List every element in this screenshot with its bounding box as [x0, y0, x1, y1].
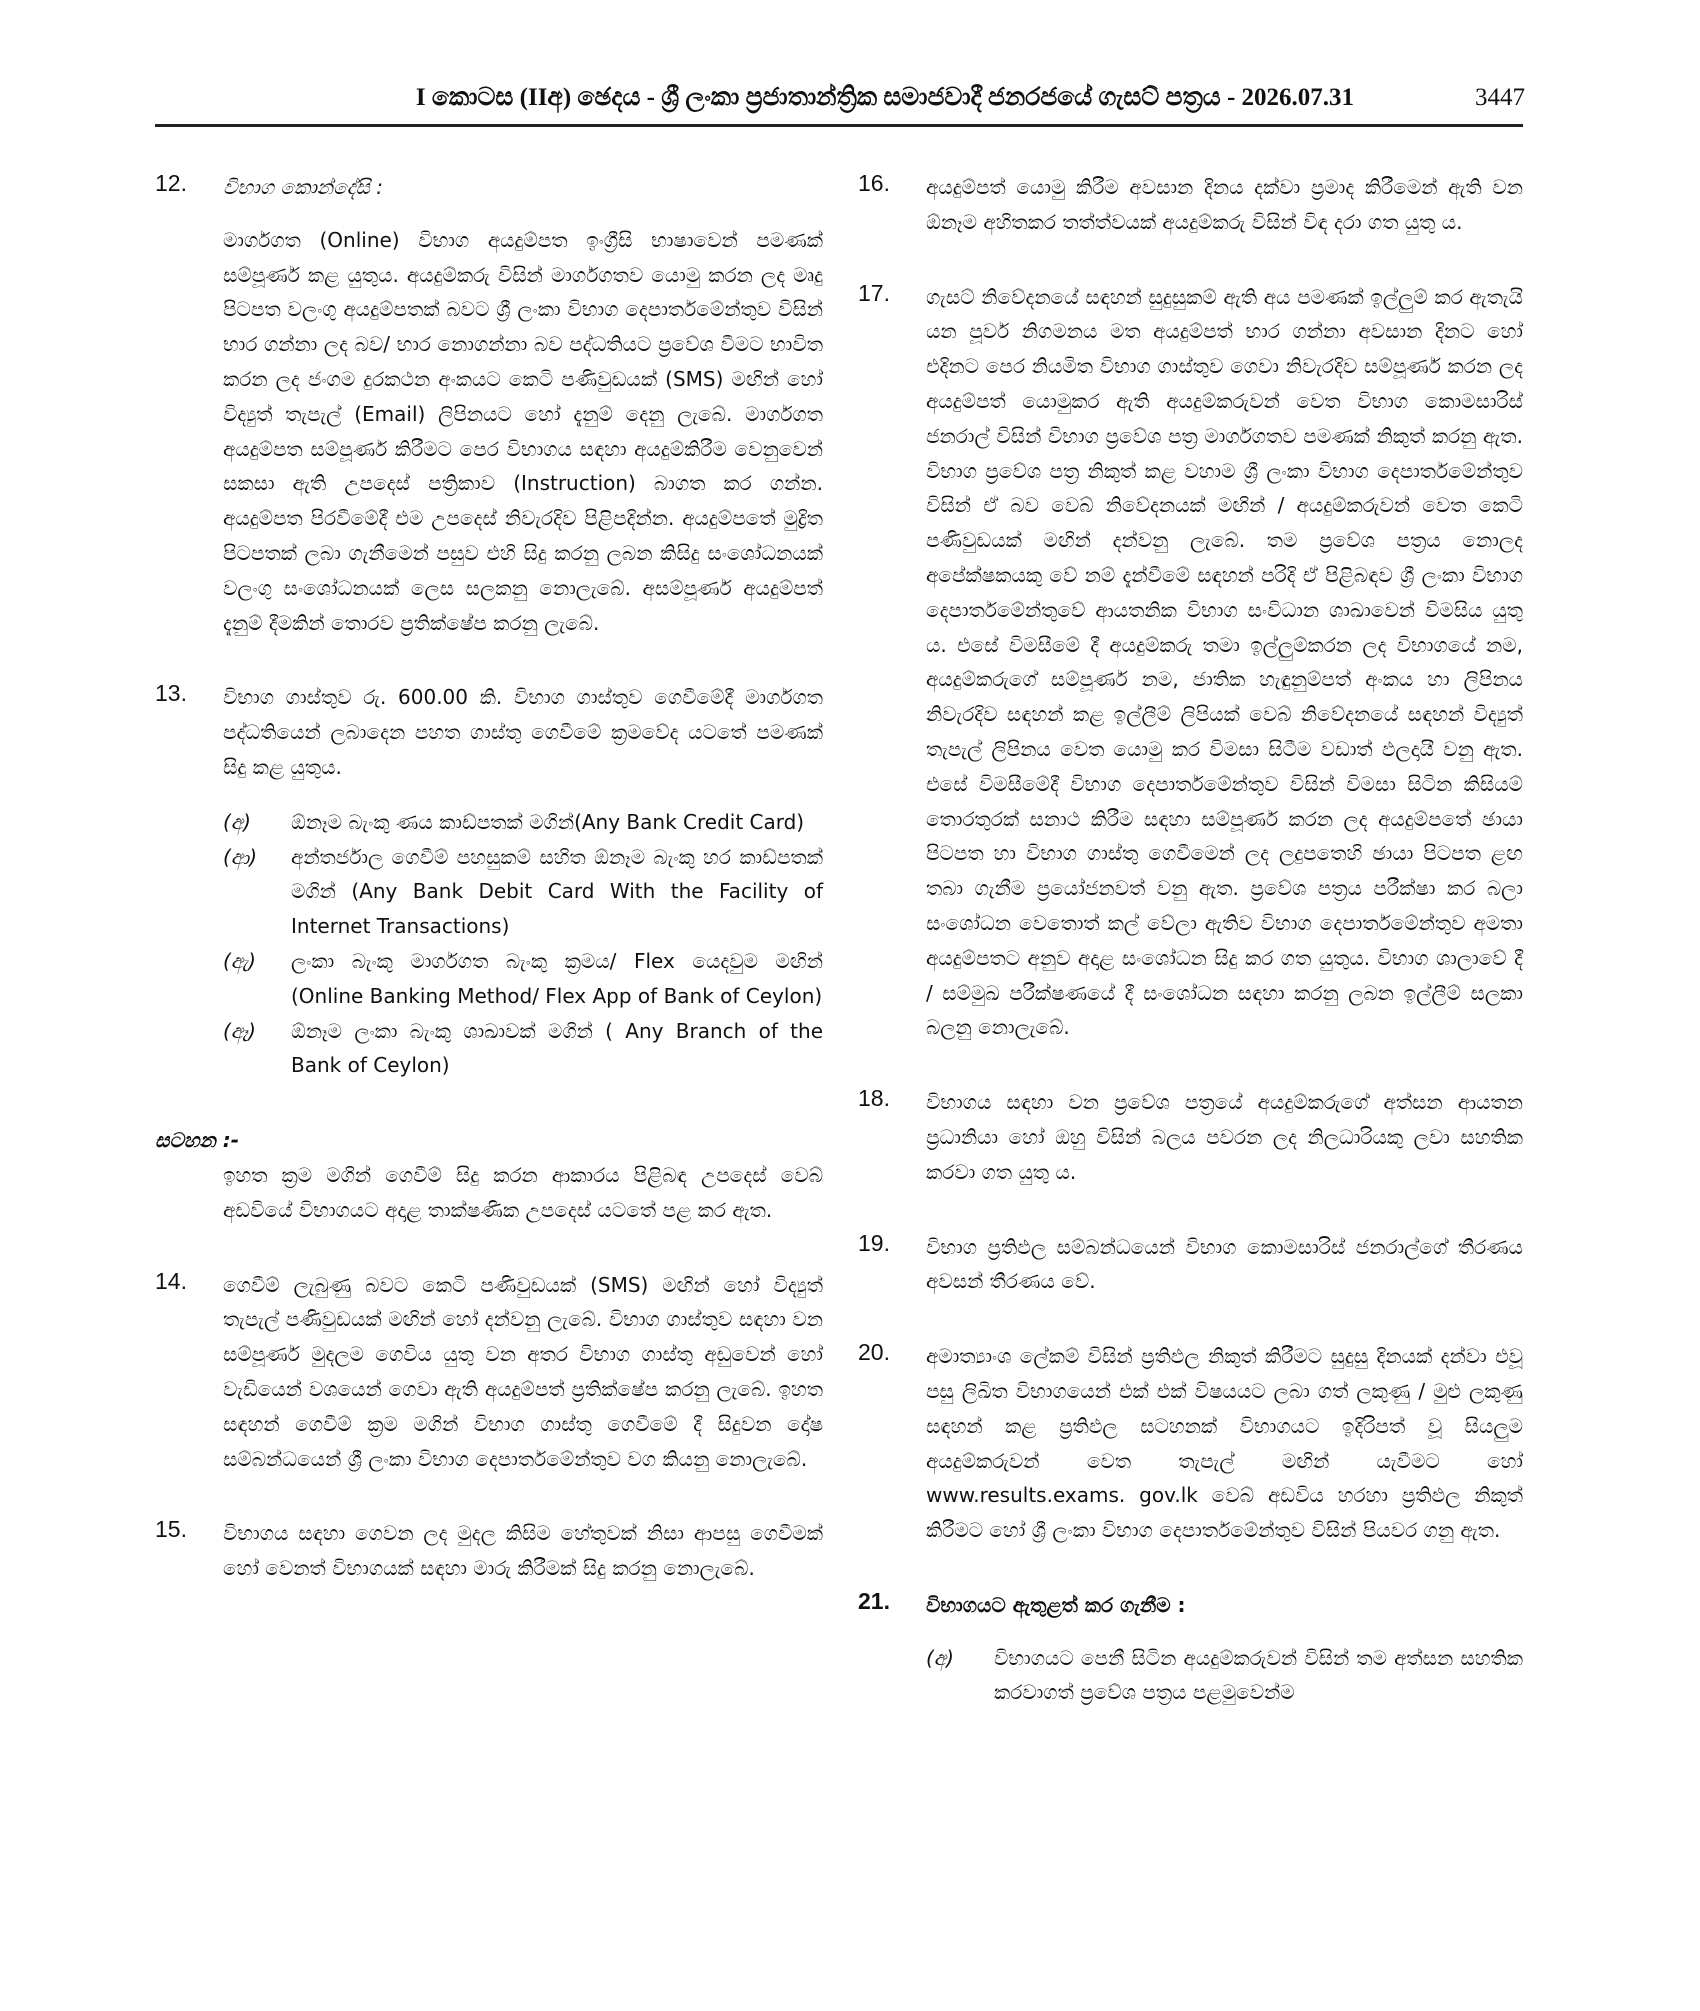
- section-17: [858, 280, 1523, 1046]
- option-text: ඕනෑම ලංකා බැංකු ශාඛාවක් මගින් ( Any Branch of the Bank of Ceylon): [291, 1018, 823, 1078]
- section-text: විභාගය සඳහා ගෙවන ලද මුදල කිසිම හේතුවක් නිසා ආපසු ගෙවීමක් හෝ වෙනත් විභාගයක් සඳහා මාරු කිරීමක් සිදු කරනු නොලැබේ.: [223, 1521, 823, 1581]
- page-header-title: I කොටස (IIඅ) ඡෙදය - ශ්‍රී ලංකා ප්‍රජාතාන්ත්‍රික සමාජවාදී ජනරජයේ ගැසට් පත්‍රය - 2026.07.31: [415, 84, 1355, 111]
- payment-option: [223, 840, 823, 944]
- left-column: [155, 170, 823, 1626]
- section-heading: විභාග කොන්දේසි :: [223, 175, 384, 199]
- section-heading: විභාගයට ඇතුළත් කර ගැනීම :: [926, 1592, 1186, 1617]
- section-15: [155, 1516, 823, 1586]
- section-number: 21.: [858, 1587, 890, 1614]
- page-number: 3447: [1475, 84, 1525, 111]
- payment-option: [223, 805, 823, 840]
- option-text: ඕනෑම බැංකු ණය කාඩ්පතක් මගින්(Any Bank Credit Card): [291, 809, 805, 834]
- section-19: [858, 1230, 1523, 1300]
- section-number: 13.: [155, 680, 187, 707]
- note-block: [155, 1123, 823, 1227]
- section-number: 17.: [858, 279, 890, 306]
- section-20: [858, 1339, 1523, 1548]
- section-text: ගෙවීම් ලැබුණු බවට කෙටි පණිවුඩයක් (SMS) මඟින් හෝ විද්‍යුත් තැපැල් පණිවුඩයක් මඟින් හෝ දන්වනු ලැබේ. විභාග ගාස්තුව සඳහා වන සම්පූර්ණ මුදලම ගෙවිය යුතු වන අතර විභාග ගාස්තු අඩුවෙන් හෝ වැඩියෙන් වශයෙන් ගෙවා ඇති අයදුම්පත් ප්‍රතික්ෂේප කරනු ලැබේ. ඉහත සඳහන් ගෙවීම් ක්‍රම මගින් විභාග ගාස්තු ගෙවීමේ දී සිදුවන දෝෂ සම්බන්ධයෙන් ශ්‍රී ලංකා විභාග දෙපාර්තමේන්තුව වග කියනු නොලැබේ.: [223, 1272, 823, 1471]
- subitem-text: විභාගයට පෙනී සිටින අයදුම්කරුවන් විසින් තම අත්සන සහතික කරවාගත් ප්‍රවේශ පත්‍රය පළමුවෙන්ම: [994, 1645, 1523, 1705]
- section-number: 20.: [858, 1339, 890, 1366]
- option-marker: (ඇ): [223, 948, 256, 973]
- section-number: 15.: [155, 1516, 187, 1543]
- note-label: සටහන :-: [155, 1128, 240, 1153]
- section-number: 18.: [858, 1085, 890, 1112]
- section-text: අයදුම්පත් යොමු කිරීම අවසාන දිනය දක්වා ප්‍රමාද කිරීමෙන් ඇති වන ඕනෑම අහිතකර තත්ත්වයක් අයදුම්කරු විසින් විඳ දරා ගත යුතු ය.: [926, 175, 1523, 234]
- section-number: 19.: [858, 1229, 890, 1256]
- admission-subitem: [926, 1641, 1523, 1711]
- option-marker: (ආ): [223, 844, 258, 869]
- section-18: [858, 1085, 1523, 1189]
- section-text: විභාග ප්‍රතිඵල සම්බන්ධයෙන් විභාග කොමසාරිස් ජනරාල්ගේ තීරණය අවසන් තීරණය වේ.: [926, 1234, 1523, 1294]
- section-text: අමාත්‍යාංශ ලේකම් විසින් ප්‍රතිඵල නිකුත් කිරීමට සුදුසු දිනයක් දන්වා එවූ පසු ලිඛිත විභාගයෙන් එක් එක් විෂයයට ලබා ගත් ලකුණු / මුළු ලකුණු සඳහන් කළ ප්‍රතිඵල සටහනක් විභාගයට ඉදිරිපත් වූ සියලුම අයදුම්කරුවන් වෙත තැපැල් මඟින් යැවීමට හෝ www.results.exams. gov.lk වෙබ් අඩවිය හරහා ප්‍රතිඵල නිකුත් කිරීමට හෝ ශ්‍රී ලංකා විභාග දෙපාර්තමේන්තුව විසින් පියවර ගනු ඇත.: [926, 1344, 1523, 1543]
- section-16: [858, 170, 1523, 240]
- section-text: මාර්ගගත (Online) විභාග අයදුම්පත ඉංග්‍රීසි භාෂාවෙන් පමණක් සම්පූර්ණ කළ යුතුය. අයදුම්කරු විසින් මාර්ගගතව යොමු කරන ලද මෘදු පිටපත වලංගු අයදුම්පතක් බවට ශ්‍රී ලංකා විභාග දෙපාර්තමේන්තුව විසින් භාර ගන්නා ලද බව/ භාර නොගන්නා බව පද්ධතියට ප්‍රවේශ වීමට භාවිත කරන ලද ජංගම දුරකථන අංකයට කෙටි පණිවුඩයක් (SMS) මඟින් හෝ විද්‍යුත් තැපැල් (Email) ලිපිනයට හෝ දැනුම් දෙනු ලැබේ. මාර්ගගත අයදුම්පත සම්පූර්ණ කිරීමට පෙර විභාගය සඳහා අයදුම්කිරීම වෙනුවෙන් සකසා ඇති උපදෙස් පත්‍රිකාව (Instruction) බාගත කර ගන්න. අයදුම්පත පිරවීමේදී එම උපදෙස් නිවැරදිව පිළිපදින්න. අයදුම්පතේ මුද්‍රිත පිටපතක් ලබා ගැනීමෙන් පසුව එහි සිදු කරනු ලබන කිසිදු සංශෝධනයක් වලංගු සංශෝධනයක් ලෙස සලකනු නොලැබේ. අසම්පූර්ණ අයදුම්පත් දැනුම් දීමකින් තොරව ප්‍රතික්ෂේප කරනු ලැබේ.: [223, 227, 823, 635]
- section-number: 14.: [155, 1267, 187, 1294]
- option-marker: (අ): [223, 809, 251, 834]
- section-21: [858, 1588, 1523, 1710]
- header-divider: [155, 124, 1523, 127]
- section-number: 16.: [858, 170, 890, 196]
- section-14: [155, 1268, 823, 1477]
- section-text: විභාගය සඳහා වන ප්‍රවේශ පත්‍රයේ අයදුම්කරුගේ අත්සන ආයතන ප්‍රධානියා හෝ ඔහු විසින් බලය පවරන ලද නිලධාරියකු ලවා සහතික කරවා ගත යුතු ය.: [926, 1090, 1523, 1184]
- payment-options-list: [223, 805, 823, 1083]
- option-text: අන්තර්ජාල ගෙවීම් පහසුකම් සහිත ඕනෑම බැංකු හර කාඩ්පතක් මගින් (Any Bank Debit Card With the Facility of Internet Transactions): [291, 844, 823, 939]
- right-column: [858, 170, 1523, 1750]
- section-13: [155, 680, 823, 1083]
- option-text: ලංකා බැංකු මාර්ගගත බැංකු ක්‍රමය/ Flex යෙදවුම මඟින් (Online Banking Method/ Flex App of Bank of Ceylon): [291, 948, 823, 1008]
- subitem-marker: (අ): [926, 1645, 954, 1670]
- option-marker: (ඈ): [223, 1018, 256, 1043]
- section-text: විභාග ගාස්තුව රු. 600.00 කි. විභාග ගාස්තුව ගෙවීමේදී මාර්ගගත පද්ධතියෙන් ලබාදෙන පහත ගාස්තු ගෙවීමේ ක්‍රමවේද යටතේ පමණක් සිදු කළ යුතුය.: [223, 685, 823, 779]
- payment-option: [223, 1014, 823, 1084]
- section-text: ගැසට් නිවේදනයේ සඳහන් සුදුසුකම් ඇති අය පමණක් ඉල්ලුම් කර ඇතැයි යන පූර්ව නිගමනය මත අයදුම්පත් භාර ගන්නා අවසාන දිනට හෝ එදිනට පෙර නියමිත විභාග ගාස්තුව ගෙවා නිවැරදිව සම්පූර්ණ කරන ලද අයදුම්පත් යොමුකර ඇති අයදුම්කරුවන් වෙත විභාග කොමසාරිස් ජනරාල් විසින් විභාග ප්‍රවේශ පත්‍ර මාර්ගගතව පමණක් නිකුත් කරනු ඇත. විභාග ප්‍රවේශ පත්‍ර නිකුත් කළ වහාම ශ්‍රී ලංකා විභාග දෙපාර්තමේන්තුව විසින් ඒ බව වෙබ් නිවේදනයක් මඟින් / අයදුම්කරුවන් වෙත කෙටි පණිවුඩයක් මඟින් දන්වනු ලැබේ. තම ප්‍රවේශ පත්‍රය නොලද අපේක්ෂකයකු වේ නම් දැන්වීමේ සඳහන් පරිදි ඒ පිළිබඳව ශ්‍රී ලංකා විභාග දෙපාර්තමේන්තුවේ ආයතනික විභාග සංවිධාන ශාඛාවෙන් විමසිය යුතු ය. එසේ විමසීමේ දී අයදුම්කරු තමා ඉල්ලුම්කරන ලද විභාගයේ නම, අයදුම්කරුගේ සම්පූර්ණ නම, ජාතික හැඳුනුම්පත් අංකය හා ලිපිනය නිවැරදිව සඳහන් කළ ඉල්ලීම් ලිපියක් වෙබ් නිවේදනයේ සඳහන් විද්‍යුත් තැපැල් ලිපිනය වෙත යොමු කර විමසා සිටීම වඩාත් ඵලදායී වනු ඇත. එසේ විමසීමේදී විභාග දෙපාර්තමේන්තුව විසින් විමසා සිටින කිසියම් තොරතුරක් සනාථ කිරීම සඳහා සම්පූර්ණ කරන ලද අයදුම්පතේ ඡායා පිටපත හා විභාග ගාස්තු ගෙවීමෙන් ලද ලදුපතෙහි ඡායා පිටපත ළඟ තබා ගැනීම ප්‍රයෝජනවත් වනු ඇත. ප්‍රවේශ පත්‍රය පරීක්ෂා කර බලා සංශෝධන වෙතොත් කල් වේලා ඇතිව විභාග දෙපාර්තමේන්තුව අමතා අයදුම්පතට අනුව අදාළ සංශෝධන සිදු කර ගත යුතුය. විභාග ශාලාවේ දී / සම්මුඛ පරීක්ෂණයේ දී සංශෝධන සඳහා කරනු ලබන ඉල්ලීම් සලකා බලනු නොලැබේ.: [926, 284, 1523, 1040]
- section-number: 12.: [155, 170, 187, 196]
- section-12: [155, 170, 823, 640]
- payment-option: [223, 944, 823, 1014]
- note-text: ඉහත ක්‍රම මගින් ගෙවීම් සිදු කරන ආකාරය පිළිබඳ උපදෙස් වෙබ් අඩවියේ විභාගයට අදාළ තාක්ෂණික උපදෙස් යටතේ පළ කර ඇත.: [223, 1162, 823, 1222]
